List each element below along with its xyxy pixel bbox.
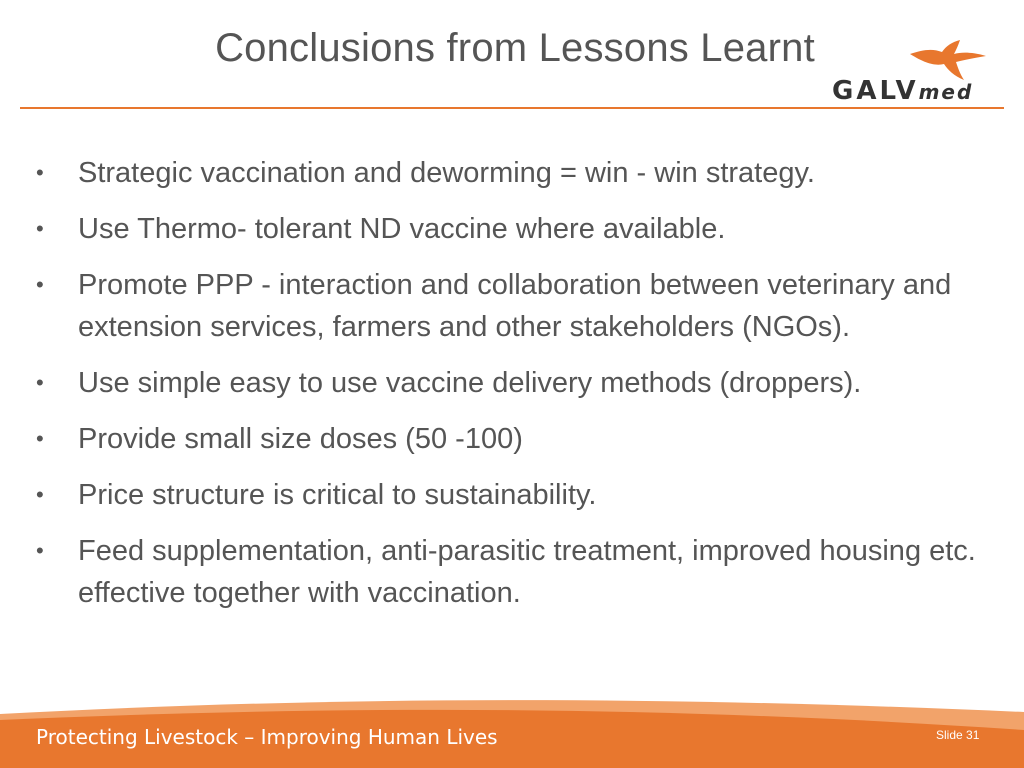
slide-title: Conclusions from Lessons Learnt xyxy=(215,26,815,70)
bullet-text: Use Thermo- tolerant ND vaccine where available. xyxy=(78,213,726,245)
list-item xyxy=(36,264,976,348)
list-item xyxy=(36,474,976,516)
galvmed-logo xyxy=(832,40,1002,110)
bullet-text: Strategic vaccination and deworming = win - win strategy. xyxy=(78,157,815,189)
slide-number: Slide 31 xyxy=(936,728,980,742)
footer-band xyxy=(0,694,1024,768)
bullet-text: Use simple easy to use vaccine delivery methods (droppers). xyxy=(78,367,862,399)
bullet-marker: • xyxy=(36,370,44,395)
bullet-marker: • xyxy=(36,272,44,297)
logo-wordmark xyxy=(832,76,973,106)
bullet-marker: • xyxy=(36,216,44,241)
title-divider xyxy=(20,107,1004,109)
bullet-text: Feed supplementation, anti-parasitic treatment, improved housing etc. effective together with vaccination. xyxy=(78,535,976,609)
bullet-marker: • xyxy=(36,538,44,563)
bullet-text: Provide small size doses (50 -100) xyxy=(78,423,523,455)
bullet-marker: • xyxy=(36,482,44,507)
list-item xyxy=(36,208,976,250)
bullet-list xyxy=(36,152,976,628)
list-item xyxy=(36,418,976,460)
list-item xyxy=(36,152,976,194)
bullet-text: Price structure is critical to sustainability. xyxy=(78,479,597,511)
bullet-text: Promote PPP - interaction and collaboration between veterinary and extension services, farmers and other stakeholders (NGOs). xyxy=(78,269,952,343)
list-item xyxy=(36,530,976,614)
footer-tagline: Protecting Livestock – Improving Human Lives xyxy=(36,725,498,749)
bullet-marker: • xyxy=(36,160,44,185)
logo-text-main: GALV xyxy=(832,76,919,106)
bird-icon xyxy=(908,40,988,80)
logo-text-sub: med xyxy=(918,80,974,104)
bullet-marker: • xyxy=(36,426,44,451)
list-item xyxy=(36,362,976,404)
